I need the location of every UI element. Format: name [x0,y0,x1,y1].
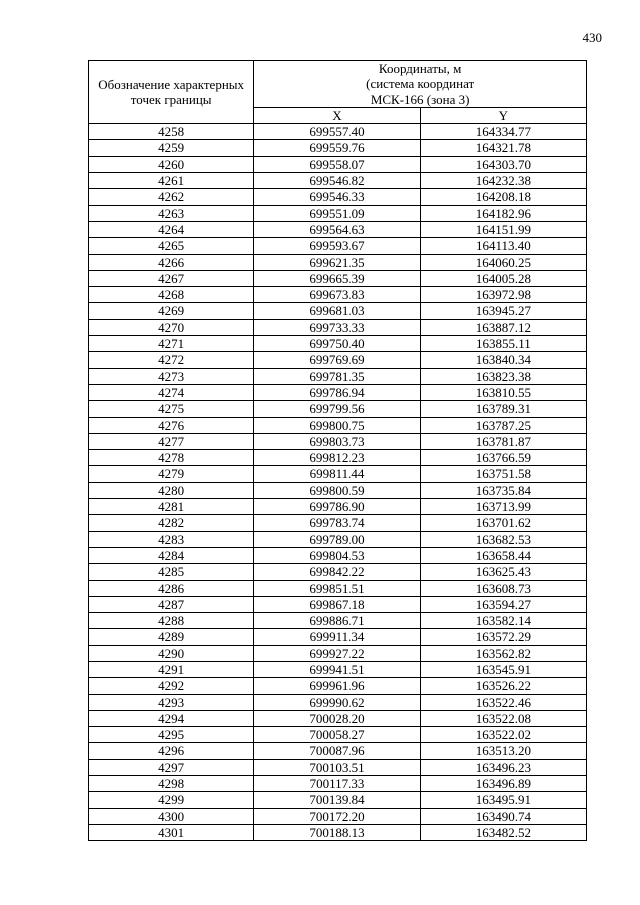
point-id-cell: 4272 [89,352,254,368]
point-id-cell: 4274 [89,384,254,400]
y-cell: 163490.74 [420,808,586,824]
y-cell: 163810.55 [420,384,586,400]
y-cell: 163787.25 [420,417,586,433]
x-cell: 700188.13 [254,824,420,840]
point-id-cell: 4265 [89,238,254,254]
x-cell: 699961.96 [254,678,420,694]
point-id-cell: 4271 [89,336,254,352]
x-cell: 699911.34 [254,629,420,645]
x-cell: 699786.90 [254,499,420,515]
y-cell: 163887.12 [420,319,586,335]
y-cell: 163582.14 [420,613,586,629]
table-row [89,645,587,661]
table-row [89,776,587,792]
y-cell: 163972.98 [420,287,586,303]
x-cell: 700117.33 [254,776,420,792]
coordinates-table [88,60,587,841]
table-row [89,499,587,515]
y-cell: 164113.40 [420,238,586,254]
table-row [89,221,587,237]
y-cell: 163781.87 [420,433,586,449]
y-cell: 164151.99 [420,221,586,237]
y-cell: 163945.27 [420,303,586,319]
table-row [89,710,587,726]
x-cell: 699750.40 [254,336,420,352]
designation-header-text: Обозначение характерных точек границы [98,76,245,108]
y-cell: 164005.28 [420,270,586,286]
coordinates-header [254,61,587,108]
point-id-cell: 4293 [89,694,254,710]
table-row [89,238,587,254]
x-cell: 700087.96 [254,743,420,759]
point-id-cell: 4290 [89,645,254,661]
table-row [89,482,587,498]
y-cell: 164334.77 [420,124,586,140]
point-id-cell: 4259 [89,140,254,156]
y-cell: 163735.84 [420,482,586,498]
point-id-cell: 4277 [89,433,254,449]
y-cell: 163495.91 [420,792,586,808]
table-row [89,205,587,221]
point-id-cell: 4286 [89,580,254,596]
point-id-cell: 4278 [89,450,254,466]
point-id-cell: 4262 [89,189,254,205]
table-row [89,189,587,205]
table-row [89,727,587,743]
table-row [89,596,587,612]
x-cell: 699867.18 [254,596,420,612]
y-cell: 163823.38 [420,368,586,384]
x-cell: 699551.09 [254,205,420,221]
point-id-cell: 4267 [89,270,254,286]
y-cell: 163545.91 [420,661,586,677]
x-cell: 699851.51 [254,580,420,596]
table-row [89,613,587,629]
x-cell: 699927.22 [254,645,420,661]
table-row [89,352,587,368]
x-cell: 699789.00 [254,531,420,547]
x-header: X [254,107,420,123]
point-id-cell: 4269 [89,303,254,319]
table-row [89,433,587,449]
table-row [89,629,587,645]
y-cell: 163789.31 [420,401,586,417]
x-cell: 700058.27 [254,727,420,743]
y-cell: 163766.59 [420,450,586,466]
point-id-cell: 4260 [89,156,254,172]
table-row [89,124,587,140]
point-id-cell: 4285 [89,564,254,580]
y-cell: 163713.99 [420,499,586,515]
table-row [89,368,587,384]
x-cell: 700172.20 [254,808,420,824]
x-cell: 700103.51 [254,759,420,775]
table-row [89,303,587,319]
x-cell: 699842.22 [254,564,420,580]
y-cell: 163526.22 [420,678,586,694]
point-id-cell: 4270 [89,319,254,335]
point-id-cell: 4294 [89,710,254,726]
y-cell: 163496.23 [420,759,586,775]
y-header: Y [420,107,586,123]
table-row [89,564,587,580]
point-id-cell: 4284 [89,547,254,563]
point-id-cell: 4298 [89,776,254,792]
point-id-cell: 4299 [89,792,254,808]
table-row [89,694,587,710]
table-row [89,515,587,531]
point-id-cell: 4276 [89,417,254,433]
y-cell: 164321.78 [420,140,586,156]
point-id-cell: 4282 [89,515,254,531]
x-cell: 699804.53 [254,547,420,563]
x-cell: 699558.07 [254,156,420,172]
point-id-cell: 4263 [89,205,254,221]
x-cell: 700139.84 [254,792,420,808]
point-id-cell: 4279 [89,466,254,482]
x-cell: 699811.44 [254,466,420,482]
table-row [89,547,587,563]
table-row [89,287,587,303]
y-cell: 163658.44 [420,547,586,563]
designation-header [89,61,254,124]
y-cell: 163751.58 [420,466,586,482]
x-cell: 699593.67 [254,238,420,254]
coordinates-header-line2: (система координат [366,76,475,92]
table-row [89,270,587,286]
point-id-cell: 4295 [89,727,254,743]
y-cell: 163522.02 [420,727,586,743]
table-row [89,450,587,466]
y-cell: 163840.34 [420,352,586,368]
table-row [89,661,587,677]
point-id-cell: 4300 [89,808,254,824]
table-row [89,792,587,808]
table-row [89,466,587,482]
point-id-cell: 4287 [89,596,254,612]
x-cell: 699665.39 [254,270,420,286]
point-id-cell: 4301 [89,824,254,840]
point-id-cell: 4268 [89,287,254,303]
x-cell: 699621.35 [254,254,420,270]
y-cell: 163701.62 [420,515,586,531]
x-cell: 699546.82 [254,173,420,189]
x-cell: 699769.69 [254,352,420,368]
y-cell: 163608.73 [420,580,586,596]
table-row [89,336,587,352]
point-id-cell: 4289 [89,629,254,645]
table-row [89,759,587,775]
point-id-cell: 4297 [89,759,254,775]
table-row [89,678,587,694]
table-row [89,531,587,547]
table-row [89,156,587,172]
x-cell: 699786.94 [254,384,420,400]
y-cell: 163855.11 [420,336,586,352]
x-cell: 699673.83 [254,287,420,303]
x-cell: 699800.75 [254,417,420,433]
x-cell: 699559.76 [254,140,420,156]
point-id-cell: 4292 [89,678,254,694]
y-cell: 163496.89 [420,776,586,792]
point-id-cell: 4275 [89,401,254,417]
table-row [89,173,587,189]
table-row [89,417,587,433]
point-id-cell: 4280 [89,482,254,498]
y-cell: 163562.82 [420,645,586,661]
x-cell: 699681.03 [254,303,420,319]
x-cell: 699733.33 [254,319,420,335]
point-id-cell: 4266 [89,254,254,270]
coordinates-header-line1: Координаты, м [378,61,462,76]
y-cell: 163625.43 [420,564,586,580]
table-row [89,580,587,596]
x-cell: 699812.23 [254,450,420,466]
table-row [89,319,587,335]
point-id-cell: 4291 [89,661,254,677]
table-row [89,384,587,400]
point-id-cell: 4296 [89,743,254,759]
page-number: 430 [582,30,602,45]
x-cell: 699803.73 [254,433,420,449]
x-cell: 699990.62 [254,694,420,710]
y-cell: 163572.29 [420,629,586,645]
x-cell: 699557.40 [254,124,420,140]
point-id-cell: 4288 [89,613,254,629]
table-row [89,824,587,840]
y-cell: 163682.53 [420,531,586,547]
y-cell: 163482.52 [420,824,586,840]
point-id-cell: 4261 [89,173,254,189]
x-cell: 699564.63 [254,221,420,237]
table-row [89,140,587,156]
x-cell: 699799.56 [254,401,420,417]
point-id-cell: 4283 [89,531,254,547]
table-row [89,401,587,417]
table-row [89,808,587,824]
y-cell: 163594.27 [420,596,586,612]
point-id-cell: 4273 [89,368,254,384]
table-body [89,124,587,841]
y-cell: 164232.38 [420,173,586,189]
point-id-cell: 4281 [89,499,254,515]
x-cell: 699800.59 [254,482,420,498]
y-cell: 163522.46 [420,694,586,710]
coordinates-header-line3: МСК-166 (зона 3) [370,91,470,107]
x-cell: 699546.33 [254,189,420,205]
x-cell: 699941.51 [254,661,420,677]
table-row [89,743,587,759]
x-cell: 700028.20 [254,710,420,726]
y-cell: 164208.18 [420,189,586,205]
x-cell: 699783.74 [254,515,420,531]
y-cell: 163513.20 [420,743,586,759]
point-id-cell: 4264 [89,221,254,237]
y-cell: 164182.96 [420,205,586,221]
table-row [89,254,587,270]
y-cell: 164303.70 [420,156,586,172]
y-cell: 163522.08 [420,710,586,726]
x-cell: 699886.71 [254,613,420,629]
point-id-cell: 4258 [89,124,254,140]
x-cell: 699781.35 [254,368,420,384]
y-cell: 164060.25 [420,254,586,270]
